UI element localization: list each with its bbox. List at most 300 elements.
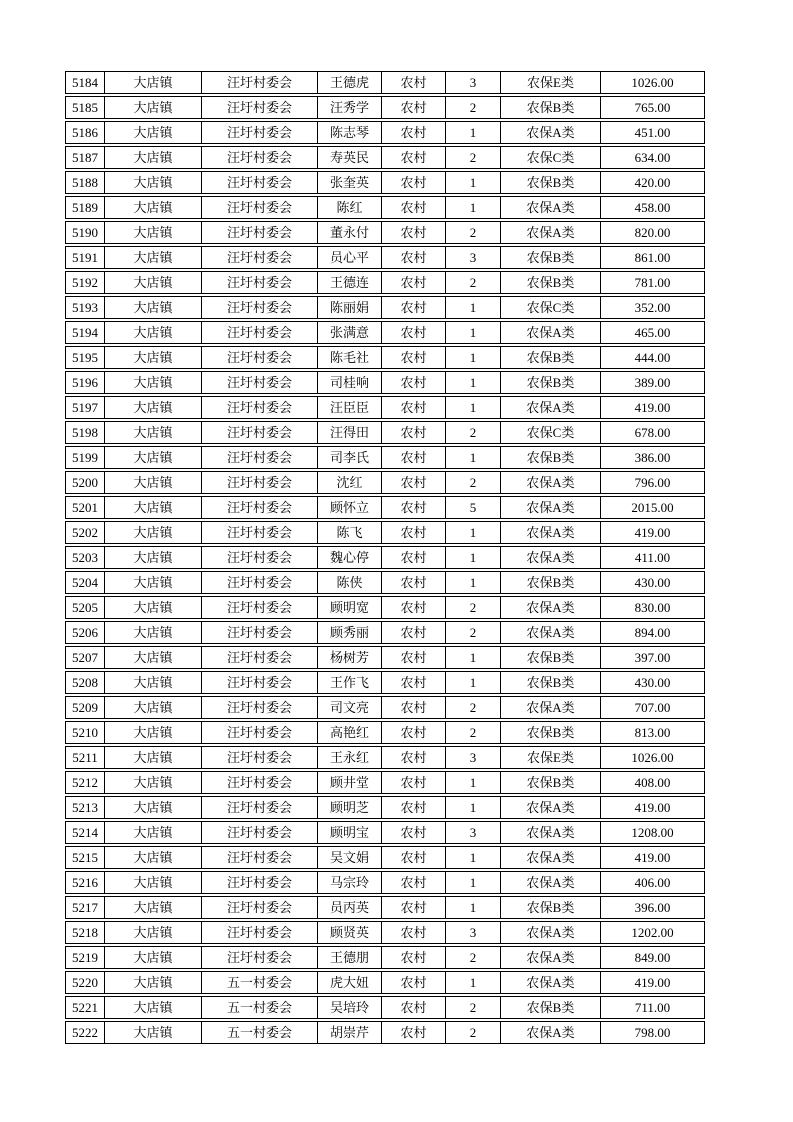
cell-town: 大店镇	[105, 597, 202, 618]
table-row	[65, 771, 705, 794]
cell-serial: 5189	[66, 197, 105, 218]
cell-person-count: 1	[446, 647, 501, 668]
cell-town: 大店镇	[105, 872, 202, 893]
cell-insurance-category: 农保B类	[501, 372, 601, 393]
cell-person-count: 1	[446, 897, 501, 918]
cell-name: 顾明芝	[318, 797, 382, 818]
cell-town: 大店镇	[105, 522, 202, 543]
table-row	[65, 671, 705, 694]
cell-amount: 458.00	[634, 200, 671, 215]
cell-town: 大店镇	[105, 372, 202, 393]
cell-village: 汪圩村委会	[202, 422, 318, 443]
cell-amount: 820.00	[634, 225, 671, 240]
cell-village: 汪圩村委会	[202, 522, 318, 543]
table-row	[65, 971, 705, 994]
cell-village: 汪圩村委会	[202, 497, 318, 518]
cell-insurance-category: 农保B类	[501, 97, 601, 118]
cell-amount: 781.00	[634, 275, 671, 290]
cell-insurance-category: 农保A类	[501, 522, 601, 543]
cell-person-count: 2	[446, 222, 501, 243]
table-row	[65, 1021, 705, 1044]
cell-person-count: 1	[446, 172, 501, 193]
cell-insurance-category: 农保A类	[501, 922, 601, 943]
cell-residence-type: 农村	[382, 272, 446, 293]
cell-town: 大店镇	[105, 322, 202, 343]
cell-name: 马宗玲	[318, 872, 382, 893]
cell-person-count: 1	[446, 297, 501, 318]
insurance-roster-table	[65, 71, 705, 1046]
cell-serial: 5209	[66, 697, 105, 718]
cell-residence-type: 农村	[382, 1022, 446, 1043]
cell-amount: 419.00	[634, 525, 671, 540]
cell-person-count: 2	[446, 97, 501, 118]
table-row	[65, 96, 705, 119]
cell-serial: 5195	[66, 347, 105, 368]
cell-serial: 5219	[66, 947, 105, 968]
cell-amount: 634.00	[634, 150, 671, 165]
cell-town: 大店镇	[105, 947, 202, 968]
cell-town: 大店镇	[105, 222, 202, 243]
cell-name: 司文亮	[318, 697, 382, 718]
cell-town: 大店镇	[105, 247, 202, 268]
cell-village: 汪圩村委会	[202, 822, 318, 843]
cell-town: 大店镇	[105, 622, 202, 643]
cell-name: 张奎英	[318, 172, 382, 193]
cell-amount: 2015.00	[631, 500, 674, 515]
cell-amount: 411.00	[634, 550, 671, 565]
cell-serial: 5187	[66, 147, 105, 168]
cell-insurance-category: 农保B类	[501, 647, 601, 668]
cell-residence-type: 农村	[382, 922, 446, 943]
cell-village: 汪圩村委会	[202, 247, 318, 268]
cell-village: 汪圩村委会	[202, 722, 318, 743]
cell-village: 汪圩村委会	[202, 697, 318, 718]
cell-serial: 5220	[66, 972, 105, 993]
cell-residence-type: 农村	[382, 647, 446, 668]
cell-serial: 5202	[66, 522, 105, 543]
table-row	[65, 571, 705, 594]
cell-name: 陈飞	[318, 522, 382, 543]
cell-residence-type: 农村	[382, 447, 446, 468]
cell-person-count: 2	[446, 272, 501, 293]
table-row	[65, 371, 705, 394]
cell-town: 大店镇	[105, 572, 202, 593]
cell-residence-type: 农村	[382, 472, 446, 493]
cell-town: 大店镇	[105, 472, 202, 493]
cell-residence-type: 农村	[382, 147, 446, 168]
cell-serial: 5205	[66, 597, 105, 618]
cell-village: 汪圩村委会	[202, 397, 318, 418]
cell-insurance-category: 农保A类	[501, 947, 601, 968]
cell-insurance-category: 农保A类	[501, 597, 601, 618]
cell-serial: 5217	[66, 897, 105, 918]
cell-insurance-category: 农保A类	[501, 797, 601, 818]
cell-insurance-category: 农保A类	[501, 547, 601, 568]
cell-person-count: 2	[446, 997, 501, 1018]
cell-residence-type: 农村	[382, 422, 446, 443]
cell-name: 沈红	[318, 472, 382, 493]
table-row	[65, 696, 705, 719]
cell-insurance-category: 农保B类	[501, 172, 601, 193]
cell-amount: 352.00	[634, 300, 671, 315]
table-row	[65, 996, 705, 1019]
cell-name: 顾怀立	[318, 497, 382, 518]
cell-serial: 5211	[66, 747, 105, 768]
cell-village: 汪圩村委会	[202, 472, 318, 493]
table-row	[65, 521, 705, 544]
cell-person-count: 1	[446, 872, 501, 893]
cell-town: 大店镇	[105, 447, 202, 468]
cell-town: 大店镇	[105, 197, 202, 218]
cell-amount: 465.00	[634, 325, 671, 340]
cell-insurance-category: 农保A类	[501, 1022, 601, 1043]
cell-residence-type: 农村	[382, 347, 446, 368]
cell-village: 汪圩村委会	[202, 622, 318, 643]
cell-name: 魏心停	[318, 547, 382, 568]
cell-residence-type: 农村	[382, 722, 446, 743]
cell-person-count: 2	[446, 422, 501, 443]
cell-town: 大店镇	[105, 347, 202, 368]
cell-town: 大店镇	[105, 547, 202, 568]
cell-person-count: 3	[446, 247, 501, 268]
table-row	[65, 921, 705, 944]
cell-village: 汪圩村委会	[202, 147, 318, 168]
cell-town: 大店镇	[105, 672, 202, 693]
cell-residence-type: 农村	[382, 872, 446, 893]
cell-village: 汪圩村委会	[202, 747, 318, 768]
cell-person-count: 3	[446, 822, 501, 843]
cell-serial: 5210	[66, 722, 105, 743]
cell-amount: 894.00	[634, 625, 671, 640]
cell-residence-type: 农村	[382, 397, 446, 418]
cell-amount: 1202.00	[631, 925, 674, 940]
cell-person-count: 2	[446, 597, 501, 618]
cell-insurance-category: 农保A类	[501, 197, 601, 218]
cell-amount: 1026.00	[631, 750, 674, 765]
table-row	[65, 496, 705, 519]
cell-person-count: 5	[446, 497, 501, 518]
cell-village: 汪圩村委会	[202, 297, 318, 318]
cell-serial: 5207	[66, 647, 105, 668]
cell-residence-type: 农村	[382, 797, 446, 818]
cell-person-count: 1	[446, 197, 501, 218]
cell-village: 汪圩村委会	[202, 72, 318, 93]
cell-serial: 5208	[66, 672, 105, 693]
cell-amount: 430.00	[634, 575, 671, 590]
cell-residence-type: 农村	[382, 197, 446, 218]
cell-amount: 419.00	[634, 975, 671, 990]
cell-insurance-category: 农保C类	[501, 147, 601, 168]
cell-name: 王德虎	[318, 72, 382, 93]
cell-amount: 408.00	[634, 775, 671, 790]
cell-name: 王德朋	[318, 947, 382, 968]
cell-name: 汪臣臣	[318, 397, 382, 418]
cell-village: 汪圩村委会	[202, 647, 318, 668]
cell-person-count: 1	[446, 522, 501, 543]
cell-name: 员心平	[318, 247, 382, 268]
cell-town: 大店镇	[105, 722, 202, 743]
table-row	[65, 271, 705, 294]
cell-serial: 5201	[66, 497, 105, 518]
cell-insurance-category: 农保A类	[501, 497, 601, 518]
cell-town: 大店镇	[105, 972, 202, 993]
cell-serial: 5216	[66, 872, 105, 893]
cell-person-count: 3	[446, 72, 501, 93]
cell-amount: 406.00	[634, 875, 671, 890]
cell-person-count: 1	[446, 347, 501, 368]
cell-amount: 796.00	[634, 475, 671, 490]
cell-serial: 5215	[66, 847, 105, 868]
cell-insurance-category: 农保B类	[501, 272, 601, 293]
cell-serial: 5193	[66, 297, 105, 318]
cell-amount: 830.00	[634, 600, 671, 615]
cell-residence-type: 农村	[382, 997, 446, 1018]
table-row	[65, 396, 705, 419]
cell-person-count: 3	[446, 747, 501, 768]
cell-village: 汪圩村委会	[202, 772, 318, 793]
cell-insurance-category: 农保B类	[501, 447, 601, 468]
cell-insurance-category: 农保E类	[501, 747, 601, 768]
cell-person-count: 1	[446, 797, 501, 818]
cell-name: 王永红	[318, 747, 382, 768]
cell-serial: 5197	[66, 397, 105, 418]
cell-town: 大店镇	[105, 647, 202, 668]
cell-person-count: 2	[446, 472, 501, 493]
cell-insurance-category: 农保B类	[501, 997, 601, 1018]
cell-person-count: 1	[446, 447, 501, 468]
cell-person-count: 1	[446, 372, 501, 393]
table-row	[65, 446, 705, 469]
cell-amount: 678.00	[634, 425, 671, 440]
cell-town: 大店镇	[105, 97, 202, 118]
cell-town: 大店镇	[105, 1022, 202, 1043]
cell-village: 汪圩村委会	[202, 572, 318, 593]
cell-residence-type: 农村	[382, 672, 446, 693]
cell-residence-type: 农村	[382, 847, 446, 868]
table-row	[65, 796, 705, 819]
cell-person-count: 2	[446, 1022, 501, 1043]
cell-residence-type: 农村	[382, 947, 446, 968]
table-row	[65, 596, 705, 619]
table-row	[65, 296, 705, 319]
cell-name: 顾明宝	[318, 822, 382, 843]
cell-amount: 711.00	[634, 1000, 671, 1015]
cell-town: 大店镇	[105, 772, 202, 793]
cell-amount: 389.00	[634, 375, 671, 390]
cell-amount: 451.00	[634, 125, 671, 140]
cell-serial: 5199	[66, 447, 105, 468]
cell-village: 五一村委会	[202, 1022, 318, 1043]
cell-amount: 1026.00	[631, 75, 674, 90]
cell-residence-type: 农村	[382, 747, 446, 768]
table-row	[65, 946, 705, 969]
cell-name: 司桂响	[318, 372, 382, 393]
cell-residence-type: 农村	[382, 297, 446, 318]
cell-name: 胡崇芹	[318, 1022, 382, 1043]
cell-town: 大店镇	[105, 847, 202, 868]
cell-serial: 5186	[66, 122, 105, 143]
cell-name: 张满意	[318, 322, 382, 343]
table-row	[65, 246, 705, 269]
cell-village: 五一村委会	[202, 972, 318, 993]
cell-town: 大店镇	[105, 797, 202, 818]
table-row	[65, 646, 705, 669]
cell-insurance-category: 农保A类	[501, 697, 601, 718]
cell-village: 汪圩村委会	[202, 897, 318, 918]
table-row	[65, 471, 705, 494]
cell-village: 汪圩村委会	[202, 672, 318, 693]
cell-insurance-category: 农保B类	[501, 247, 601, 268]
cell-amount: 420.00	[634, 175, 671, 190]
cell-village: 汪圩村委会	[202, 372, 318, 393]
cell-insurance-category: 农保A类	[501, 847, 601, 868]
table-row	[65, 221, 705, 244]
cell-name: 陈志琴	[318, 122, 382, 143]
cell-residence-type: 农村	[382, 97, 446, 118]
cell-residence-type: 农村	[382, 497, 446, 518]
cell-serial: 5221	[66, 997, 105, 1018]
cell-amount: 397.00	[634, 650, 671, 665]
cell-name: 吴培玲	[318, 997, 382, 1018]
cell-amount: 849.00	[634, 950, 671, 965]
cell-residence-type: 农村	[382, 772, 446, 793]
cell-town: 大店镇	[105, 72, 202, 93]
cell-name: 顾秀丽	[318, 622, 382, 643]
cell-serial: 5222	[66, 1022, 105, 1043]
cell-name: 顾明宽	[318, 597, 382, 618]
table-row	[65, 421, 705, 444]
table-row	[65, 721, 705, 744]
cell-serial: 5214	[66, 822, 105, 843]
cell-residence-type: 农村	[382, 597, 446, 618]
cell-name: 汪得田	[318, 422, 382, 443]
cell-amount: 396.00	[634, 900, 671, 915]
cell-serial: 5185	[66, 97, 105, 118]
table-row	[65, 321, 705, 344]
cell-amount: 707.00	[634, 700, 671, 715]
cell-town: 大店镇	[105, 422, 202, 443]
cell-town: 大店镇	[105, 172, 202, 193]
table-row	[65, 821, 705, 844]
cell-serial: 5203	[66, 547, 105, 568]
cell-residence-type: 农村	[382, 572, 446, 593]
cell-amount: 419.00	[634, 800, 671, 815]
cell-amount: 444.00	[634, 350, 671, 365]
cell-name: 顾井堂	[318, 772, 382, 793]
cell-serial: 5194	[66, 322, 105, 343]
table-row	[65, 121, 705, 144]
cell-amount: 813.00	[634, 725, 671, 740]
cell-name: 吴文娟	[318, 847, 382, 868]
cell-person-count: 2	[446, 697, 501, 718]
table-row	[65, 746, 705, 769]
cell-name: 寿英民	[318, 147, 382, 168]
cell-name: 员丙英	[318, 897, 382, 918]
cell-town: 大店镇	[105, 897, 202, 918]
cell-village: 汪圩村委会	[202, 222, 318, 243]
cell-serial: 5198	[66, 422, 105, 443]
cell-name: 王德连	[318, 272, 382, 293]
cell-town: 大店镇	[105, 297, 202, 318]
cell-town: 大店镇	[105, 997, 202, 1018]
cell-serial: 5200	[66, 472, 105, 493]
cell-serial: 5213	[66, 797, 105, 818]
cell-name: 陈红	[318, 197, 382, 218]
cell-person-count: 1	[446, 547, 501, 568]
cell-serial: 5204	[66, 572, 105, 593]
cell-serial: 5212	[66, 772, 105, 793]
cell-name: 高艳红	[318, 722, 382, 743]
cell-amount: 419.00	[634, 850, 671, 865]
cell-residence-type: 农村	[382, 897, 446, 918]
cell-village: 汪圩村委会	[202, 447, 318, 468]
table-row	[65, 71, 705, 94]
cell-person-count: 1	[446, 847, 501, 868]
cell-person-count: 2	[446, 947, 501, 968]
cell-name: 顾贤英	[318, 922, 382, 943]
cell-residence-type: 农村	[382, 122, 446, 143]
cell-town: 大店镇	[105, 147, 202, 168]
cell-village: 汪圩村委会	[202, 97, 318, 118]
cell-village: 汪圩村委会	[202, 922, 318, 943]
cell-village: 汪圩村委会	[202, 322, 318, 343]
cell-insurance-category: 农保B类	[501, 897, 601, 918]
cell-residence-type: 农村	[382, 72, 446, 93]
cell-serial: 5196	[66, 372, 105, 393]
cell-amount: 430.00	[634, 675, 671, 690]
cell-village: 汪圩村委会	[202, 847, 318, 868]
cell-person-count: 1	[446, 322, 501, 343]
cell-name: 杨树芳	[318, 647, 382, 668]
cell-village: 汪圩村委会	[202, 122, 318, 143]
cell-village: 汪圩村委会	[202, 797, 318, 818]
cell-person-count: 3	[446, 922, 501, 943]
cell-name: 司李氏	[318, 447, 382, 468]
cell-person-count: 1	[446, 972, 501, 993]
cell-residence-type: 农村	[382, 547, 446, 568]
cell-amount: 861.00	[634, 250, 671, 265]
cell-serial: 5218	[66, 922, 105, 943]
cell-insurance-category: 农保A类	[501, 822, 601, 843]
table-row	[65, 871, 705, 894]
cell-town: 大店镇	[105, 122, 202, 143]
cell-name: 虎大妞	[318, 972, 382, 993]
cell-residence-type: 农村	[382, 697, 446, 718]
cell-insurance-category: 农保C类	[501, 297, 601, 318]
cell-person-count: 1	[446, 572, 501, 593]
cell-name: 王作飞	[318, 672, 382, 693]
cell-village: 汪圩村委会	[202, 172, 318, 193]
cell-amount: 765.00	[634, 100, 671, 115]
cell-amount: 419.00	[634, 400, 671, 415]
cell-insurance-category: 农保A类	[501, 122, 601, 143]
table-row	[65, 171, 705, 194]
cell-insurance-category: 农保A类	[501, 397, 601, 418]
cell-insurance-category: 农保B类	[501, 672, 601, 693]
cell-village: 汪圩村委会	[202, 597, 318, 618]
cell-residence-type: 农村	[382, 522, 446, 543]
table-row	[65, 846, 705, 869]
cell-serial: 5192	[66, 272, 105, 293]
cell-insurance-category: 农保A类	[501, 322, 601, 343]
cell-person-count: 2	[446, 622, 501, 643]
cell-village: 汪圩村委会	[202, 347, 318, 368]
cell-insurance-category: 农保C类	[501, 422, 601, 443]
cell-name: 董永付	[318, 222, 382, 243]
cell-person-count: 1	[446, 672, 501, 693]
cell-insurance-category: 农保B类	[501, 772, 601, 793]
cell-amount: 798.00	[634, 1025, 671, 1040]
